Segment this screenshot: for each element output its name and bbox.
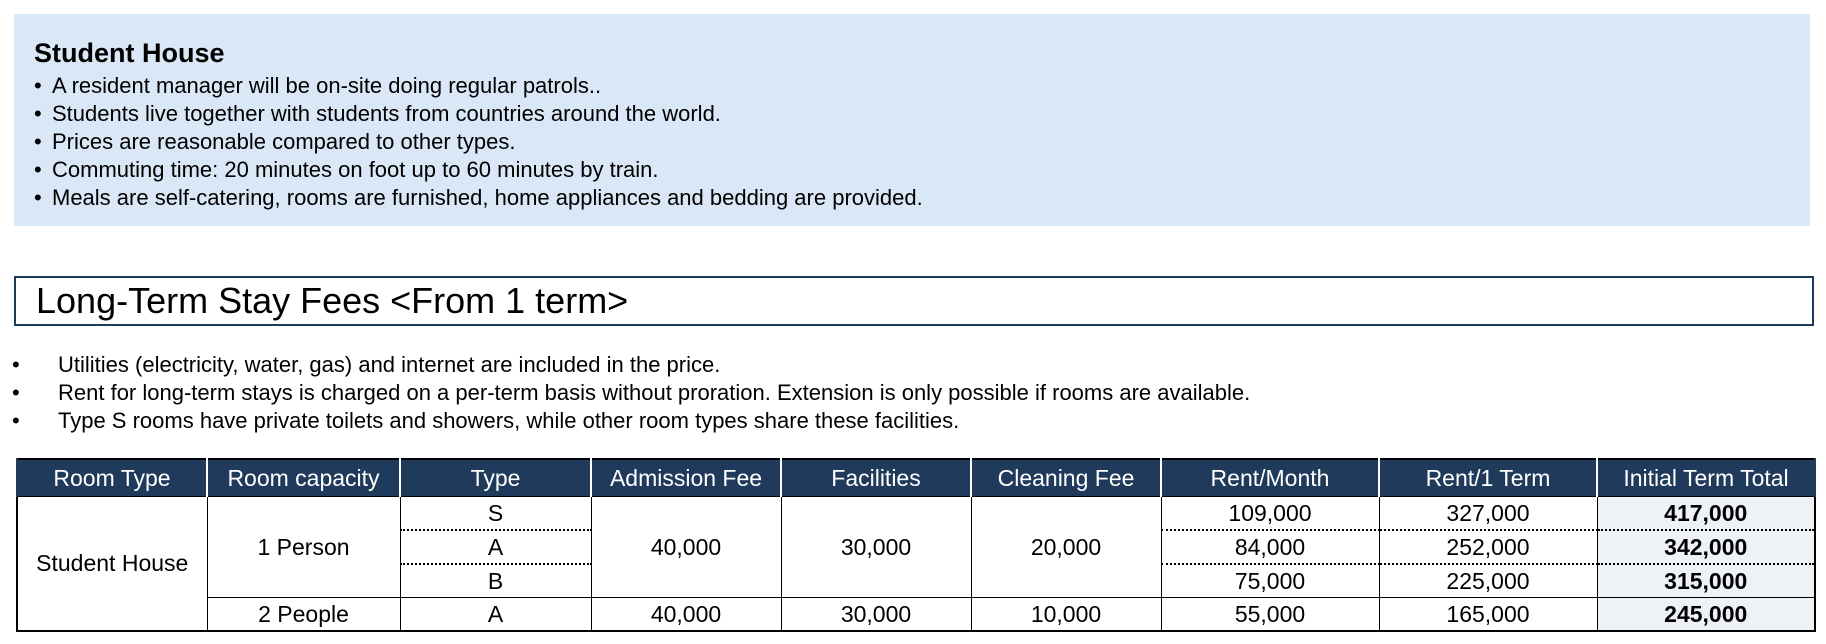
rent-month-cell: 55,000	[1161, 598, 1379, 632]
intro-item	[34, 128, 1790, 156]
bullet-icon: •	[12, 352, 20, 377]
admission-fee-cell: 40,000	[591, 497, 781, 598]
capacity-cell: 2 People	[207, 598, 400, 632]
intro-bullet-list	[34, 72, 1790, 212]
intro-item-text: Commuting time: 20 minutes on foot up to 60 minutes by train.	[52, 157, 659, 182]
initial-total-cell: 245,000	[1597, 598, 1815, 632]
type-cell: A	[400, 530, 591, 564]
intro-title: Student House	[34, 38, 225, 68]
bullet-icon: •	[34, 73, 42, 98]
admission-fee-cell: 40,000	[591, 598, 781, 632]
cleaning-fee-cell: 20,000	[971, 497, 1161, 598]
header-initial-total: Initial Term Total	[1597, 459, 1815, 497]
note-item	[0, 351, 1250, 379]
type-cell: B	[400, 564, 591, 598]
header-facilities: Facilities	[781, 459, 971, 497]
bullet-icon: •	[34, 185, 42, 210]
bullet-icon: •	[12, 408, 20, 433]
bullet-icon: •	[34, 101, 42, 126]
header-room-type: Room Type	[17, 459, 207, 497]
intro-item	[34, 72, 1790, 100]
header-rent-term: Rent/1 Term	[1379, 459, 1597, 497]
table-row	[17, 598, 1815, 632]
note-text: Rent for long-term stays is charged on a per-term basis without proration. Extension is only possible if rooms are available.	[58, 380, 1251, 405]
bullet-icon: •	[12, 380, 20, 405]
type-cell: A	[400, 598, 591, 632]
table-row	[17, 497, 1815, 531]
intro-item-text: A resident manager will be on-site doing regular patrols..	[52, 73, 602, 98]
bullet-icon: •	[34, 157, 42, 182]
rent-month-cell: 75,000	[1161, 564, 1379, 598]
capacity-cell: 1 Person	[207, 497, 400, 598]
intro-item	[34, 100, 1790, 128]
header-admission-fee: Admission Fee	[591, 459, 781, 497]
rent-term-cell: 165,000	[1379, 598, 1597, 632]
table-header-row	[17, 459, 1815, 497]
bullet-icon: •	[34, 129, 42, 154]
rent-term-cell: 225,000	[1379, 564, 1597, 598]
fee-notes-list	[0, 351, 1250, 435]
rent-term-cell: 252,000	[1379, 530, 1597, 564]
facilities-cell: 30,000	[781, 497, 971, 598]
section-heading: Long-Term Stay Fees <From 1 term>	[14, 276, 1814, 326]
cleaning-fee-cell: 10,000	[971, 598, 1161, 632]
header-cleaning-fee: Cleaning Fee	[971, 459, 1161, 497]
note-item	[0, 379, 1250, 407]
intro-item	[34, 156, 1790, 184]
initial-total-cell: 315,000	[1597, 564, 1815, 598]
initial-total-cell: 342,000	[1597, 530, 1815, 564]
student-house-info-box	[14, 14, 1810, 226]
header-room-capacity: Room capacity	[207, 459, 400, 497]
fees-table	[16, 458, 1816, 632]
header-rent-month: Rent/Month	[1161, 459, 1379, 497]
intro-item	[34, 184, 1790, 212]
rent-term-cell: 327,000	[1379, 497, 1597, 531]
note-text: Utilities (electricity, water, gas) and internet are included in the price.	[58, 352, 721, 377]
note-item	[0, 407, 1250, 435]
rent-month-cell: 109,000	[1161, 497, 1379, 531]
initial-total-cell: 417,000	[1597, 497, 1815, 531]
rent-month-cell: 84,000	[1161, 530, 1379, 564]
note-text: Type S rooms have private toilets and showers, while other room types share these facilities.	[58, 408, 960, 433]
facilities-cell: 30,000	[781, 598, 971, 632]
type-cell: S	[400, 497, 591, 531]
intro-item-text: Meals are self-catering, rooms are furnished, home appliances and bedding are provided.	[52, 185, 923, 210]
room-type-cell: Student House	[17, 497, 207, 632]
intro-item-text: Prices are reasonable compared to other types.	[52, 129, 516, 154]
intro-item-text: Students live together with students from countries around the world.	[52, 101, 721, 126]
header-type: Type	[400, 459, 591, 497]
